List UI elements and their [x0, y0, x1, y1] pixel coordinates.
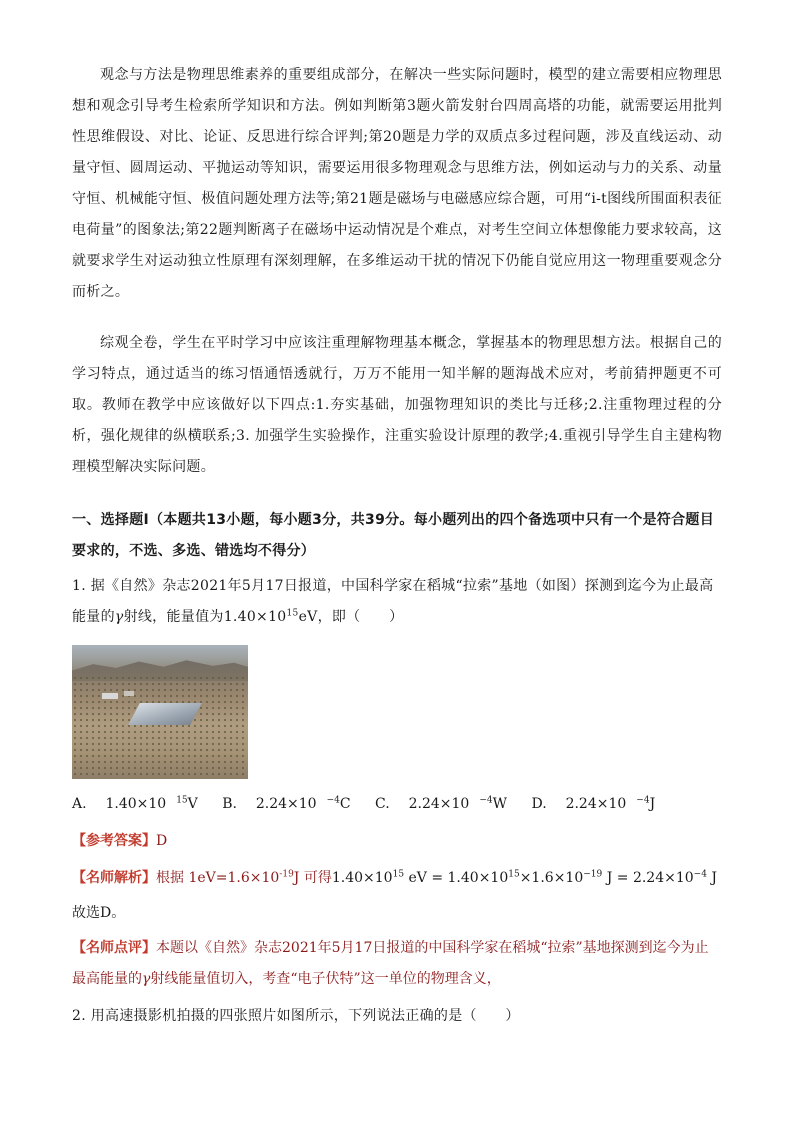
- q1-stem-a: 1. 据《自然》杂志2021年5月17日报道，中国科学家在稻城“拉索”基地（如图）探测到迄今为止最高能量的: [72, 578, 714, 625]
- formula-exp: -19: [279, 869, 294, 880]
- option-exp: −4: [326, 795, 340, 806]
- eq-exp: −4: [693, 869, 707, 880]
- option-unit: C: [339, 796, 351, 812]
- gamma-symbol: γ: [114, 609, 124, 625]
- formula-unit: J: [293, 870, 300, 886]
- option-unit: J: [649, 796, 656, 812]
- q1-energy-base: 1.40×10: [223, 609, 287, 625]
- option-label: B.: [222, 796, 237, 812]
- analysis-lead: 根据: [156, 870, 184, 886]
- comment-tag: 【名师点评】: [72, 940, 156, 956]
- q1-analysis-line: [72, 863, 722, 894]
- answer-tag: 【参考答案】: [72, 833, 156, 849]
- analysis-equation: [332, 870, 717, 886]
- eq-part: eV = 1.40×10: [404, 870, 509, 886]
- option-base: 2.24×10: [255, 796, 317, 812]
- q1-option-b: [222, 796, 360, 812]
- option-label: C.: [375, 796, 390, 812]
- option-exp: 15: [176, 795, 188, 806]
- eq-part: ×1.6×10: [519, 870, 584, 886]
- q1-energy-exp: 15: [286, 608, 299, 619]
- q1-answer-line: [72, 826, 722, 857]
- question-1-stem: [72, 571, 722, 633]
- section-heading-choice-1: 一、选择题Ⅰ（本题共13小题，每小题3分，共39分。每小题列出的四个备选项中只有一个是符合题目要求的，不选、多选、错选均不得分）: [72, 512, 715, 559]
- lhaaso-aerial-photo: [72, 645, 248, 779]
- photo-building: [102, 693, 118, 699]
- q1-energy: [224, 609, 318, 625]
- q1-stem-b: 射线，能量值为: [123, 609, 224, 625]
- answer-value: D: [156, 833, 168, 849]
- option-unit: V: [187, 796, 198, 812]
- option-label: A.: [72, 796, 87, 812]
- eq-exp: −19: [583, 869, 603, 880]
- intro-paragraph-1: 观念与方法是物理思维素养的重要组成部分，在解决一些实际问题时，模型的建立需要相应物理思想和观念引导考生检索所学知识和方法。例如判断第3题火箭发射台四周高塔的功能，就需要运用批判性思维假设、对比、论证、反思进行综合评判;第20题是力学的双质点多过程问题，涉及直线运动、动量守恒、圆周运动、平抛运动等知识，需要运用很多物理观念与思维方法，例如运动与力的关系、动量守恒、机械能守恒、极值问题处理方法等;第21题是磁场与电磁感应综合题，可用“i-t图线所围面积表征电荷量”的图象法;第22题判断离子在磁场中运动情况是个难点，对考生空间立体想像能力要求较高，这就要求学生对运动独立性原理有深刻理解，在多维运动干扰的情况下仍能自觉应用这一物理重要观念分而析之。: [72, 67, 722, 300]
- option-exp: −4: [479, 795, 493, 806]
- q1-option-c: [375, 796, 517, 812]
- q1-energy-unit: eV: [298, 609, 318, 625]
- intro-paragraph-2: 综观全卷，学生在平时学习中应该注重理解物理基本概念，掌握基本的物理思想方法。根据自己的学习特点，通过适当的练习悟通悟透就行，万万不能用一知半解的题海战术应对，考前猜押题更不可取。教师在教学中应该做好以下四点:1.夯实基础，加强物理知识的类比与迁移;2.注重物理过程的分析，强化规律的纵横联系;3. 加强学生实验操作，注重实验设计原理的教学;4.重视引导学生自主建构物理模型解决实际问题。: [72, 335, 722, 475]
- formula-base: 1eV=1.6×10: [188, 870, 280, 886]
- eq-part: 1.40×10: [331, 870, 393, 886]
- comment-b: 射线能量值切入，考查“电子伏特”这一单位的物理含义，: [150, 971, 501, 987]
- q1-option-d: [531, 796, 665, 812]
- eq-part: J: [706, 870, 718, 886]
- photo-building: [124, 691, 134, 696]
- q1-stem-c: ，即（ ）: [317, 609, 404, 625]
- photo-detector-field: [72, 675, 248, 779]
- eq-exp: 15: [392, 869, 405, 880]
- q1-comment: [72, 933, 722, 995]
- option-label: D.: [531, 796, 547, 812]
- comment-a: 本题以《自然》杂志2021年5月17日报道的中国科学家在稻城“拉索”基地探测到迄今为止最高能量的: [72, 940, 709, 987]
- option-base: 2.24×10: [565, 796, 627, 812]
- analysis-formula: [188, 870, 299, 886]
- option-exp: −4: [636, 795, 650, 806]
- q1-options: [72, 789, 722, 820]
- analysis-tag: 【名师解析】: [72, 870, 156, 886]
- option-base: 1.40×10: [105, 796, 167, 812]
- q1-conclusion: 故选D。: [72, 905, 126, 921]
- option-unit: W: [492, 796, 508, 812]
- document-page: [72, 60, 722, 1032]
- question-2-stem: 2. 用高速摄影机拍摄的四张照片如图所示，下列说法正确的是（ ）: [72, 1008, 520, 1024]
- option-base: 2.24×10: [408, 796, 470, 812]
- gamma-symbol: γ: [142, 971, 151, 987]
- eq-exp: 15: [508, 869, 520, 880]
- q1-option-a: [72, 796, 208, 812]
- analysis-mid: 可得: [303, 870, 332, 886]
- photo-detector-roof: [128, 703, 202, 725]
- eq-part: J = 2.24×10: [602, 870, 694, 886]
